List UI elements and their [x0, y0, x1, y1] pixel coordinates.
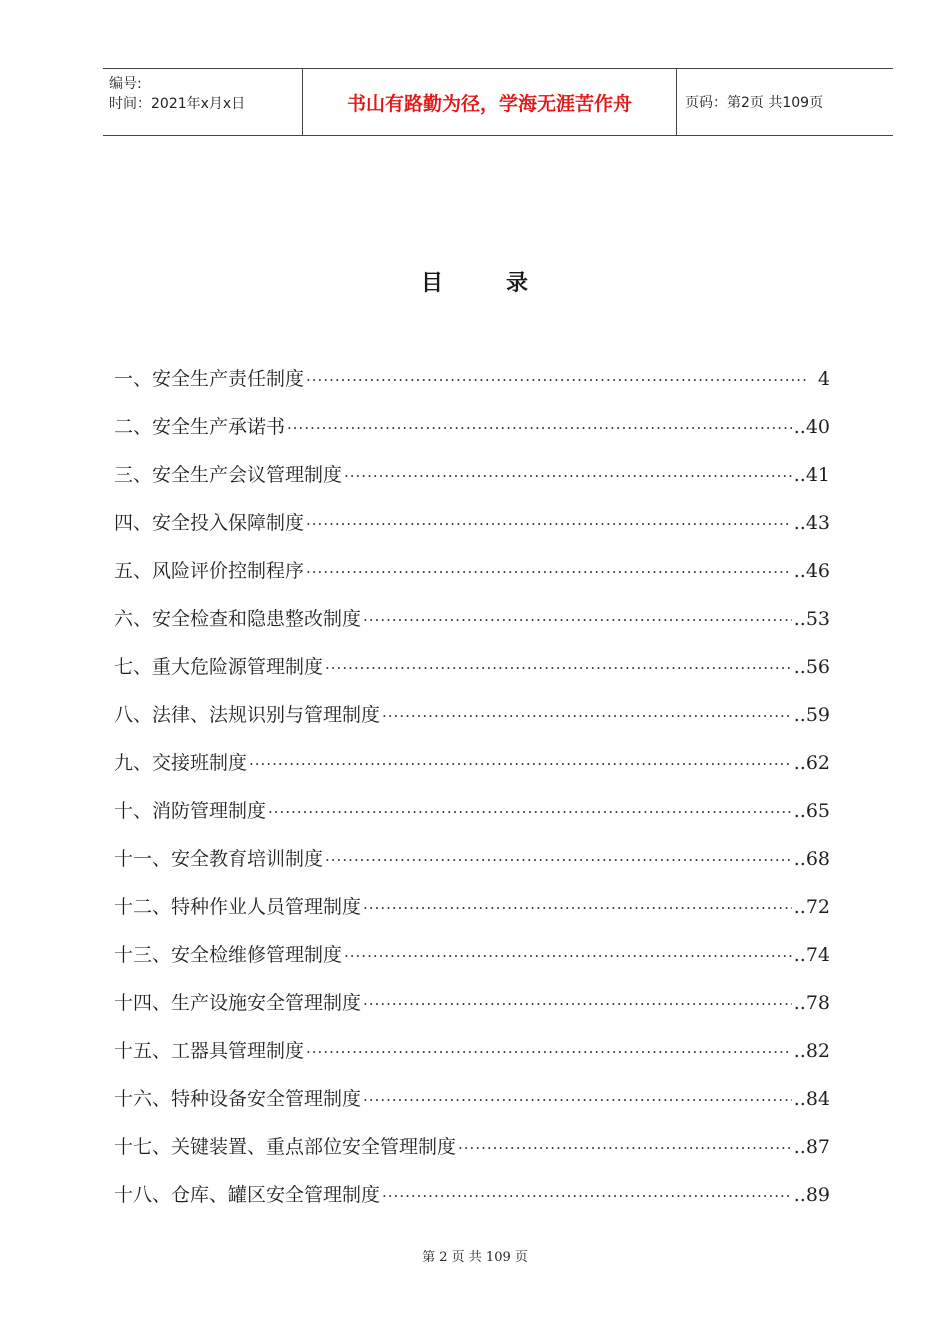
toc-entry[interactable] [114, 602, 830, 650]
toc-dot-leader [306, 363, 806, 397]
toc-dot-leader [363, 1083, 792, 1117]
toc-entry[interactable] [114, 842, 830, 890]
toc-entry[interactable] [114, 554, 830, 602]
toc-entry-page: ..84 [793, 1088, 830, 1110]
toc-dot-leader [344, 939, 792, 973]
toc-entry-title: 九、交接班制度 [114, 752, 248, 774]
toc-dot-leader [363, 987, 792, 1021]
toc-entry-title: 十四、生产设施安全管理制度 [114, 992, 362, 1014]
toc-entry-page: ..40 [793, 416, 830, 438]
toc-entry[interactable] [114, 794, 830, 842]
toc-entry-title: 十、消防管理制度 [114, 800, 267, 822]
toc-dot-leader [249, 747, 792, 781]
toc-dot-leader [325, 651, 792, 685]
toc-entry-page: ..46 [793, 560, 830, 582]
toc-dot-leader [363, 891, 792, 925]
toc-dot-leader [382, 1179, 792, 1213]
toc-entry-page: ..78 [793, 992, 830, 1014]
toc-entry-title: 十一、安全教育培训制度 [114, 848, 324, 870]
toc-dot-leader [306, 507, 792, 541]
toc-entry-title: 七、重大危险源管理制度 [114, 656, 324, 678]
page-footer: 第 2 页 共 109 页 [422, 1250, 528, 1265]
toc-dot-leader [325, 843, 792, 877]
motto-text: 书山有路勤为径，学海无涯苦作舟 [303, 69, 677, 135]
toc-entry-page: ..59 [793, 704, 830, 726]
toc-entry-title: 五、风险评价控制程序 [114, 560, 305, 582]
toc-dot-leader [458, 1131, 792, 1165]
toc-entry-page: ..82 [793, 1040, 830, 1062]
toc-entry-title: 十三、安全检维修管理制度 [114, 944, 343, 966]
toc-entry-page: ..68 [793, 848, 830, 870]
toc-entry-title: 十八、仓库、罐区安全管理制度 [114, 1184, 381, 1206]
toc-entry[interactable] [114, 890, 830, 938]
toc-entry[interactable] [114, 410, 830, 458]
toc-dot-leader [363, 603, 792, 637]
toc-entry[interactable] [114, 1130, 830, 1178]
toc-entry[interactable] [114, 362, 830, 410]
toc-entry-title: 四、安全投入保障制度 [114, 512, 305, 534]
toc-title-right: 录 [506, 271, 530, 296]
toc-entry[interactable] [114, 746, 830, 794]
table-of-contents [114, 362, 830, 1226]
toc-entry[interactable] [114, 650, 830, 698]
toc-entry-title: 六、安全检查和隐患整改制度 [114, 608, 362, 630]
toc-entry-title: 十五、工器具管理制度 [114, 1040, 305, 1062]
toc-entry[interactable] [114, 1178, 830, 1226]
toc-entry-page: ..65 [793, 800, 830, 822]
toc-entry-page: ..62 [793, 752, 830, 774]
toc-entry[interactable] [114, 986, 830, 1034]
toc-entry-page: ..43 [793, 512, 830, 534]
toc-dot-leader [344, 459, 792, 493]
toc-entry-page: ..89 [793, 1184, 830, 1206]
toc-entry-title: 二、安全生产承诺书 [114, 416, 286, 438]
date-label: 时间：2021年x月x日 [109, 96, 246, 112]
toc-entry[interactable] [114, 1082, 830, 1130]
toc-dot-leader [306, 555, 792, 589]
toc-dot-leader [382, 699, 792, 733]
toc-entry-title: 八、法律、法规识别与管理制度 [114, 704, 381, 726]
toc-entry[interactable] [114, 458, 830, 506]
toc-entry-page: 4 [817, 368, 830, 390]
toc-entry-title: 一、安全生产责任制度 [114, 368, 305, 390]
toc-dot-leader [287, 411, 792, 445]
toc-entry[interactable] [114, 1034, 830, 1082]
toc-title-left: 目 [420, 271, 444, 296]
toc-dot-leader [306, 1035, 792, 1069]
header-meta-cell [103, 69, 303, 135]
toc-entry-page: ..74 [793, 944, 830, 966]
toc-entry[interactable] [114, 938, 830, 986]
toc-entry-title: 十六、特种设备安全管理制度 [114, 1088, 362, 1110]
toc-title [0, 266, 950, 297]
toc-entry[interactable] [114, 698, 830, 746]
toc-entry-title: 三、安全生产会议管理制度 [114, 464, 343, 486]
page-info-text: 页码：第2页 共109页 [685, 95, 824, 111]
toc-entry-page: ..72 [793, 896, 830, 918]
toc-entry-page: ..41 [793, 464, 830, 486]
page-header [103, 68, 893, 136]
toc-entry-page: ..87 [793, 1136, 830, 1158]
toc-entry-title: 十七、关键装置、重点部位安全管理制度 [114, 1136, 457, 1158]
toc-dot-leader [268, 795, 792, 829]
toc-entry[interactable] [114, 506, 830, 554]
toc-entry-page: ..53 [793, 608, 830, 630]
toc-entry-page: ..56 [793, 656, 830, 678]
serial-number-label: 编号: [109, 76, 142, 92]
toc-entry-title: 十二、特种作业人员管理制度 [114, 896, 362, 918]
